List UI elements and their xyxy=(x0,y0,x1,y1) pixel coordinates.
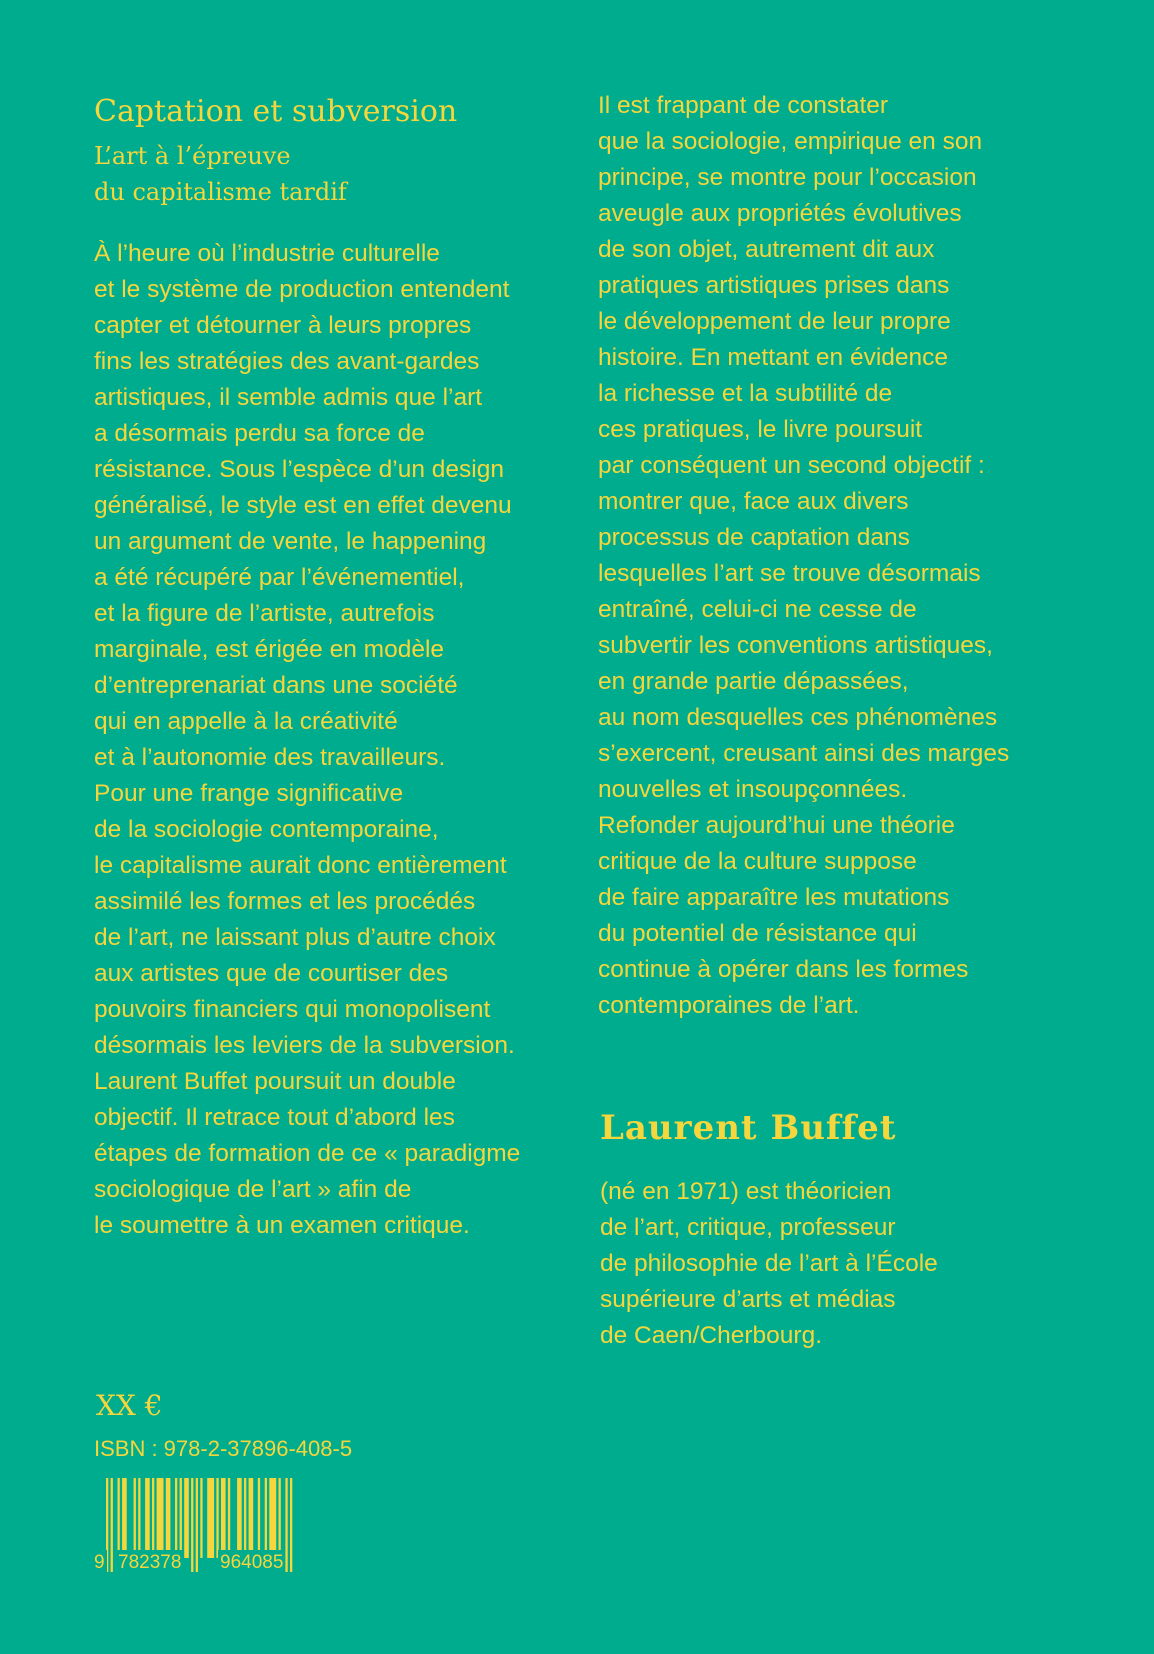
barcode-bar xyxy=(269,1478,276,1558)
summary-line: en grande partie dépassées, xyxy=(598,668,909,695)
summary-line: de la sociologie contemporaine, xyxy=(94,816,439,843)
bio-line: (né en 1971) est théoricien xyxy=(600,1178,892,1205)
barcode-bar xyxy=(265,1478,267,1558)
barcode-bar xyxy=(152,1478,154,1558)
summary-line: et le système de production entendent xyxy=(94,276,510,303)
summary-line: la richesse et la subtilité de xyxy=(598,380,893,407)
summary-line: artistiques, il semble admis que l’art xyxy=(94,384,483,411)
summary-line: pouvoirs financiers qui monopolisent xyxy=(94,996,491,1023)
barcode-bar xyxy=(200,1478,202,1558)
summary-line: Laurent Buffet poursuit un double xyxy=(94,1068,456,1095)
subtitle-line: du capitalisme tardif xyxy=(94,178,347,206)
barcode-bar xyxy=(145,1478,150,1558)
barcode-bar xyxy=(249,1478,254,1558)
summary-line: d’entreprenariat dans une société xyxy=(94,672,458,699)
summary-line: critique de la culture suppose xyxy=(598,848,917,875)
summary-line: et à l’autonomie des travailleurs. xyxy=(94,744,446,771)
bio-line: de philosophie de l’art à l’École xyxy=(600,1250,938,1277)
summary-line: subvertir les conventions artistiques, xyxy=(598,632,993,659)
summary-line: et la figure de l’artiste, autrefois xyxy=(94,600,435,627)
summary-line: généralisé, le style est en effet devenu xyxy=(94,492,512,519)
barcode-bar xyxy=(244,1478,246,1558)
summary-line: Il est frappant de constater xyxy=(598,92,889,119)
summary-line: au nom desquelles ces phénomènes xyxy=(598,704,998,731)
barcode-bar xyxy=(258,1478,260,1558)
book-subtitle xyxy=(94,138,347,210)
summary-line: À l’heure où l’industrie culturelle xyxy=(94,240,440,267)
barcode-digits xyxy=(92,1550,324,1578)
price: XX € xyxy=(96,1389,163,1422)
barcode-bar xyxy=(138,1478,140,1558)
summary-line: résistance. Sous l’espèce d’un design xyxy=(94,456,504,483)
summary-line: de l’art, ne laissant plus d’autre choix xyxy=(94,924,496,951)
barcode-bar xyxy=(118,1478,120,1558)
summary-line: principe, se montre pour l’occasion xyxy=(598,164,977,191)
barcode-bar xyxy=(122,1478,127,1558)
barcode-bar xyxy=(180,1478,182,1558)
summary-line: s’exercent, creusant ainsi des marges xyxy=(598,740,1010,767)
barcode-bar xyxy=(134,1478,136,1558)
summary-line: continue à opérer dans les formes xyxy=(598,956,969,983)
barcode-digits-left: 782378 xyxy=(116,1550,183,1576)
summary-line: capter et détourner à leurs propres xyxy=(94,312,472,339)
book-title: Captation et subversion xyxy=(94,94,458,129)
summary-line: le développement de leur propre xyxy=(598,308,951,335)
summary-line: pratiques artistiques prises dans xyxy=(598,272,950,299)
summary-line: aveugle aux propriétés évolutives xyxy=(598,200,962,227)
barcode-digits-right: 964085 xyxy=(218,1550,285,1576)
summary-line: lesquelles l’art se trouve désormais xyxy=(598,560,981,587)
barcode-bar xyxy=(221,1478,226,1558)
summary-line: assimilé les formes et les procédés xyxy=(94,888,476,915)
summary-line: marginale, est érigée en modèle xyxy=(94,636,445,663)
barcode-bar xyxy=(279,1478,281,1558)
barcode-bar xyxy=(216,1478,218,1558)
summary-left-column xyxy=(94,236,520,1244)
subtitle-line: L’art à l’épreuve xyxy=(94,142,291,170)
summary-line: objectif. Il retrace tout d’abord les xyxy=(94,1104,455,1131)
summary-line: contemporaines de l’art. xyxy=(598,992,860,1019)
summary-line: ces pratiques, le livre poursuit xyxy=(598,416,923,443)
summary-line: qui en appelle à la créativité xyxy=(94,708,398,735)
summary-line: de son objet, autrement dit aux xyxy=(598,236,935,263)
summary-line: un argument de vente, le happening xyxy=(94,528,487,555)
author-bio xyxy=(600,1174,938,1354)
author-name: Laurent Buffet xyxy=(600,1108,897,1148)
bio-line: supérieure d’arts et médias xyxy=(600,1286,896,1313)
summary-line: du potentiel de résistance qui xyxy=(598,920,917,947)
isbn: ISBN : 978-2-37896-408-5 xyxy=(94,1436,353,1461)
summary-line: nouvelles et insoupçonnées. xyxy=(598,776,908,803)
summary-line: a été récupéré par l’événementiel, xyxy=(94,564,465,591)
barcode-bar xyxy=(228,1478,230,1558)
summary-right-column xyxy=(598,88,1009,1024)
summary-line: aux artistes que de courtiser des xyxy=(94,960,449,987)
summary-line: par conséquent un second objectif : xyxy=(598,452,985,479)
summary-line: a désormais perdu sa force de xyxy=(94,420,425,447)
barcode-bar xyxy=(184,1478,189,1558)
summary-line: fins les stratégies des avant-gardes xyxy=(94,348,480,375)
barcode-bar xyxy=(157,1478,164,1558)
summary-line: le soumettre à un examen critique. xyxy=(94,1212,470,1239)
bio-line: de Caen/Cherbourg. xyxy=(600,1322,823,1349)
summary-line: que la sociologie, empirique en son xyxy=(598,128,983,155)
summary-line: processus de captation dans xyxy=(598,524,910,551)
summary-line: sociologique de l’art » afin de xyxy=(94,1176,412,1203)
summary-line: désormais les leviers de la subversion. xyxy=(94,1032,515,1059)
bio-line: de l’art, critique, professeur xyxy=(600,1214,896,1241)
summary-line: étapes de formation de ce « paradigme xyxy=(94,1140,521,1167)
barcode-bar xyxy=(166,1478,171,1558)
summary-line: entraîné, celui-ci ne cesse de xyxy=(598,596,917,623)
summary-line: histoire. En mettant en évidence xyxy=(598,344,949,371)
barcode-digit-first: 9 xyxy=(92,1550,107,1576)
summary-line: Refonder aujourd’hui une théorie xyxy=(598,812,955,839)
summary-line: le capitalisme aurait donc entièrement xyxy=(94,852,507,879)
summary-line: de faire apparaître les mutations xyxy=(598,884,950,911)
barcode-bar xyxy=(237,1478,242,1558)
summary-line: Pour une frange significative xyxy=(94,780,404,807)
summary-line: montrer que, face aux divers xyxy=(598,488,909,515)
barcode-bar xyxy=(207,1478,214,1558)
barcode-bar xyxy=(175,1478,177,1558)
